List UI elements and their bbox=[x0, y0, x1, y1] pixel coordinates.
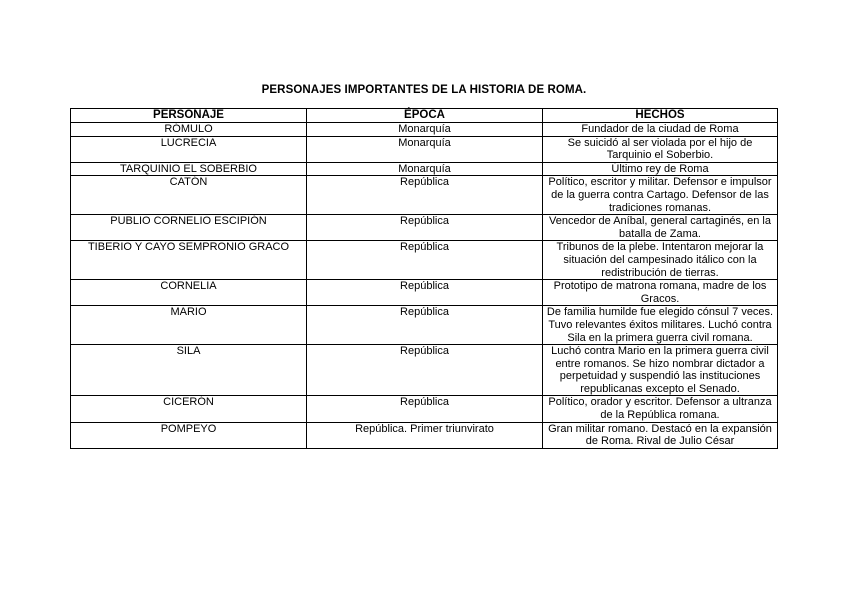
cell-epoca: República bbox=[307, 396, 543, 422]
cell-epoca: República bbox=[307, 215, 543, 241]
cell-hechos: Luchó contra Mario en la primera guerra civil entre romanos. Se hizo nombrar dictador a perpetuidad y suspendió las instituciones republicanas excepto el Senado. bbox=[543, 345, 778, 396]
table-row bbox=[71, 241, 778, 280]
cell-hechos: Gran militar romano. Destacó en la expansión de Roma. Rival de Julio César bbox=[543, 422, 778, 448]
cell-hechos: Político, escritor y militar. Defensor e impulsor de la guerra contra Cartago. Defensor de las tradiciones romanas. bbox=[543, 176, 778, 215]
cell-epoca: República bbox=[307, 345, 543, 396]
table-row bbox=[71, 306, 778, 345]
table-row bbox=[71, 123, 778, 137]
cell-personaje: POMPEYO bbox=[71, 422, 307, 448]
cell-personaje: TARQUINIO EL SOBERBIO bbox=[71, 162, 307, 176]
cell-personaje: PUBLIO CORNELIO ESCIPIÓN bbox=[71, 215, 307, 241]
cell-epoca: República. Primer triunvirato bbox=[307, 422, 543, 448]
table-row bbox=[71, 176, 778, 215]
cell-epoca: República bbox=[307, 306, 543, 345]
cell-epoca: República bbox=[307, 280, 543, 306]
cell-epoca: República bbox=[307, 241, 543, 280]
cell-personaje: RÓMULO bbox=[71, 123, 307, 137]
cell-hechos: Último rey de Roma bbox=[543, 162, 778, 176]
cell-personaje: TIBERIO Y CAYO SEMPRONIO GRACO bbox=[71, 241, 307, 280]
table-header-row bbox=[71, 109, 778, 123]
cell-personaje: LUCRECIA bbox=[71, 136, 307, 162]
table-row bbox=[71, 345, 778, 396]
table-row bbox=[71, 396, 778, 422]
header-personaje: PERSONAJE bbox=[71, 109, 307, 123]
cell-epoca: Monarquía bbox=[307, 123, 543, 137]
header-epoca: ÉPOCA bbox=[307, 109, 543, 123]
table-row bbox=[71, 162, 778, 176]
cell-hechos: Político, orador y escritor. Defensor a ultranza de la República romana. bbox=[543, 396, 778, 422]
header-hechos: HECHOS bbox=[543, 109, 778, 123]
cell-personaje: CATÓN bbox=[71, 176, 307, 215]
cell-hechos: Prototipo de matrona romana, madre de los Gracos. bbox=[543, 280, 778, 306]
cell-hechos: Se suicidó al ser violada por el hijo de Tarquinio el Soberbio. bbox=[543, 136, 778, 162]
cell-hechos: Vencedor de Aníbal, general cartaginés, en la batalla de Zama. bbox=[543, 215, 778, 241]
cell-hechos: De familia humilde fue elegido cónsul 7 veces. Tuvo relevantes éxitos militares. Luchó contra Sila en la primera guerra civil romana. bbox=[543, 306, 778, 345]
cell-hechos: Fundador de la ciudad de Roma bbox=[543, 123, 778, 137]
table-row bbox=[71, 215, 778, 241]
history-table bbox=[70, 108, 778, 449]
cell-personaje: CORNELIA bbox=[71, 280, 307, 306]
page-title: PERSONAJES IMPORTANTES DE LA HISTORIA DE ROMA. bbox=[261, 84, 587, 96]
cell-epoca: Monarquía bbox=[307, 136, 543, 162]
cell-hechos: Tribunos de la plebe. Intentaron mejorar la situación del campesinado itálico con la redistribución de tierras. bbox=[543, 241, 778, 280]
cell-personaje: MARIO bbox=[71, 306, 307, 345]
cell-personaje: CICERÓN bbox=[71, 396, 307, 422]
cell-epoca: Monarquía bbox=[307, 162, 543, 176]
table-row bbox=[71, 422, 778, 448]
table-row bbox=[71, 136, 778, 162]
table-row bbox=[71, 280, 778, 306]
cell-personaje: SILA bbox=[71, 345, 307, 396]
cell-epoca: República bbox=[307, 176, 543, 215]
